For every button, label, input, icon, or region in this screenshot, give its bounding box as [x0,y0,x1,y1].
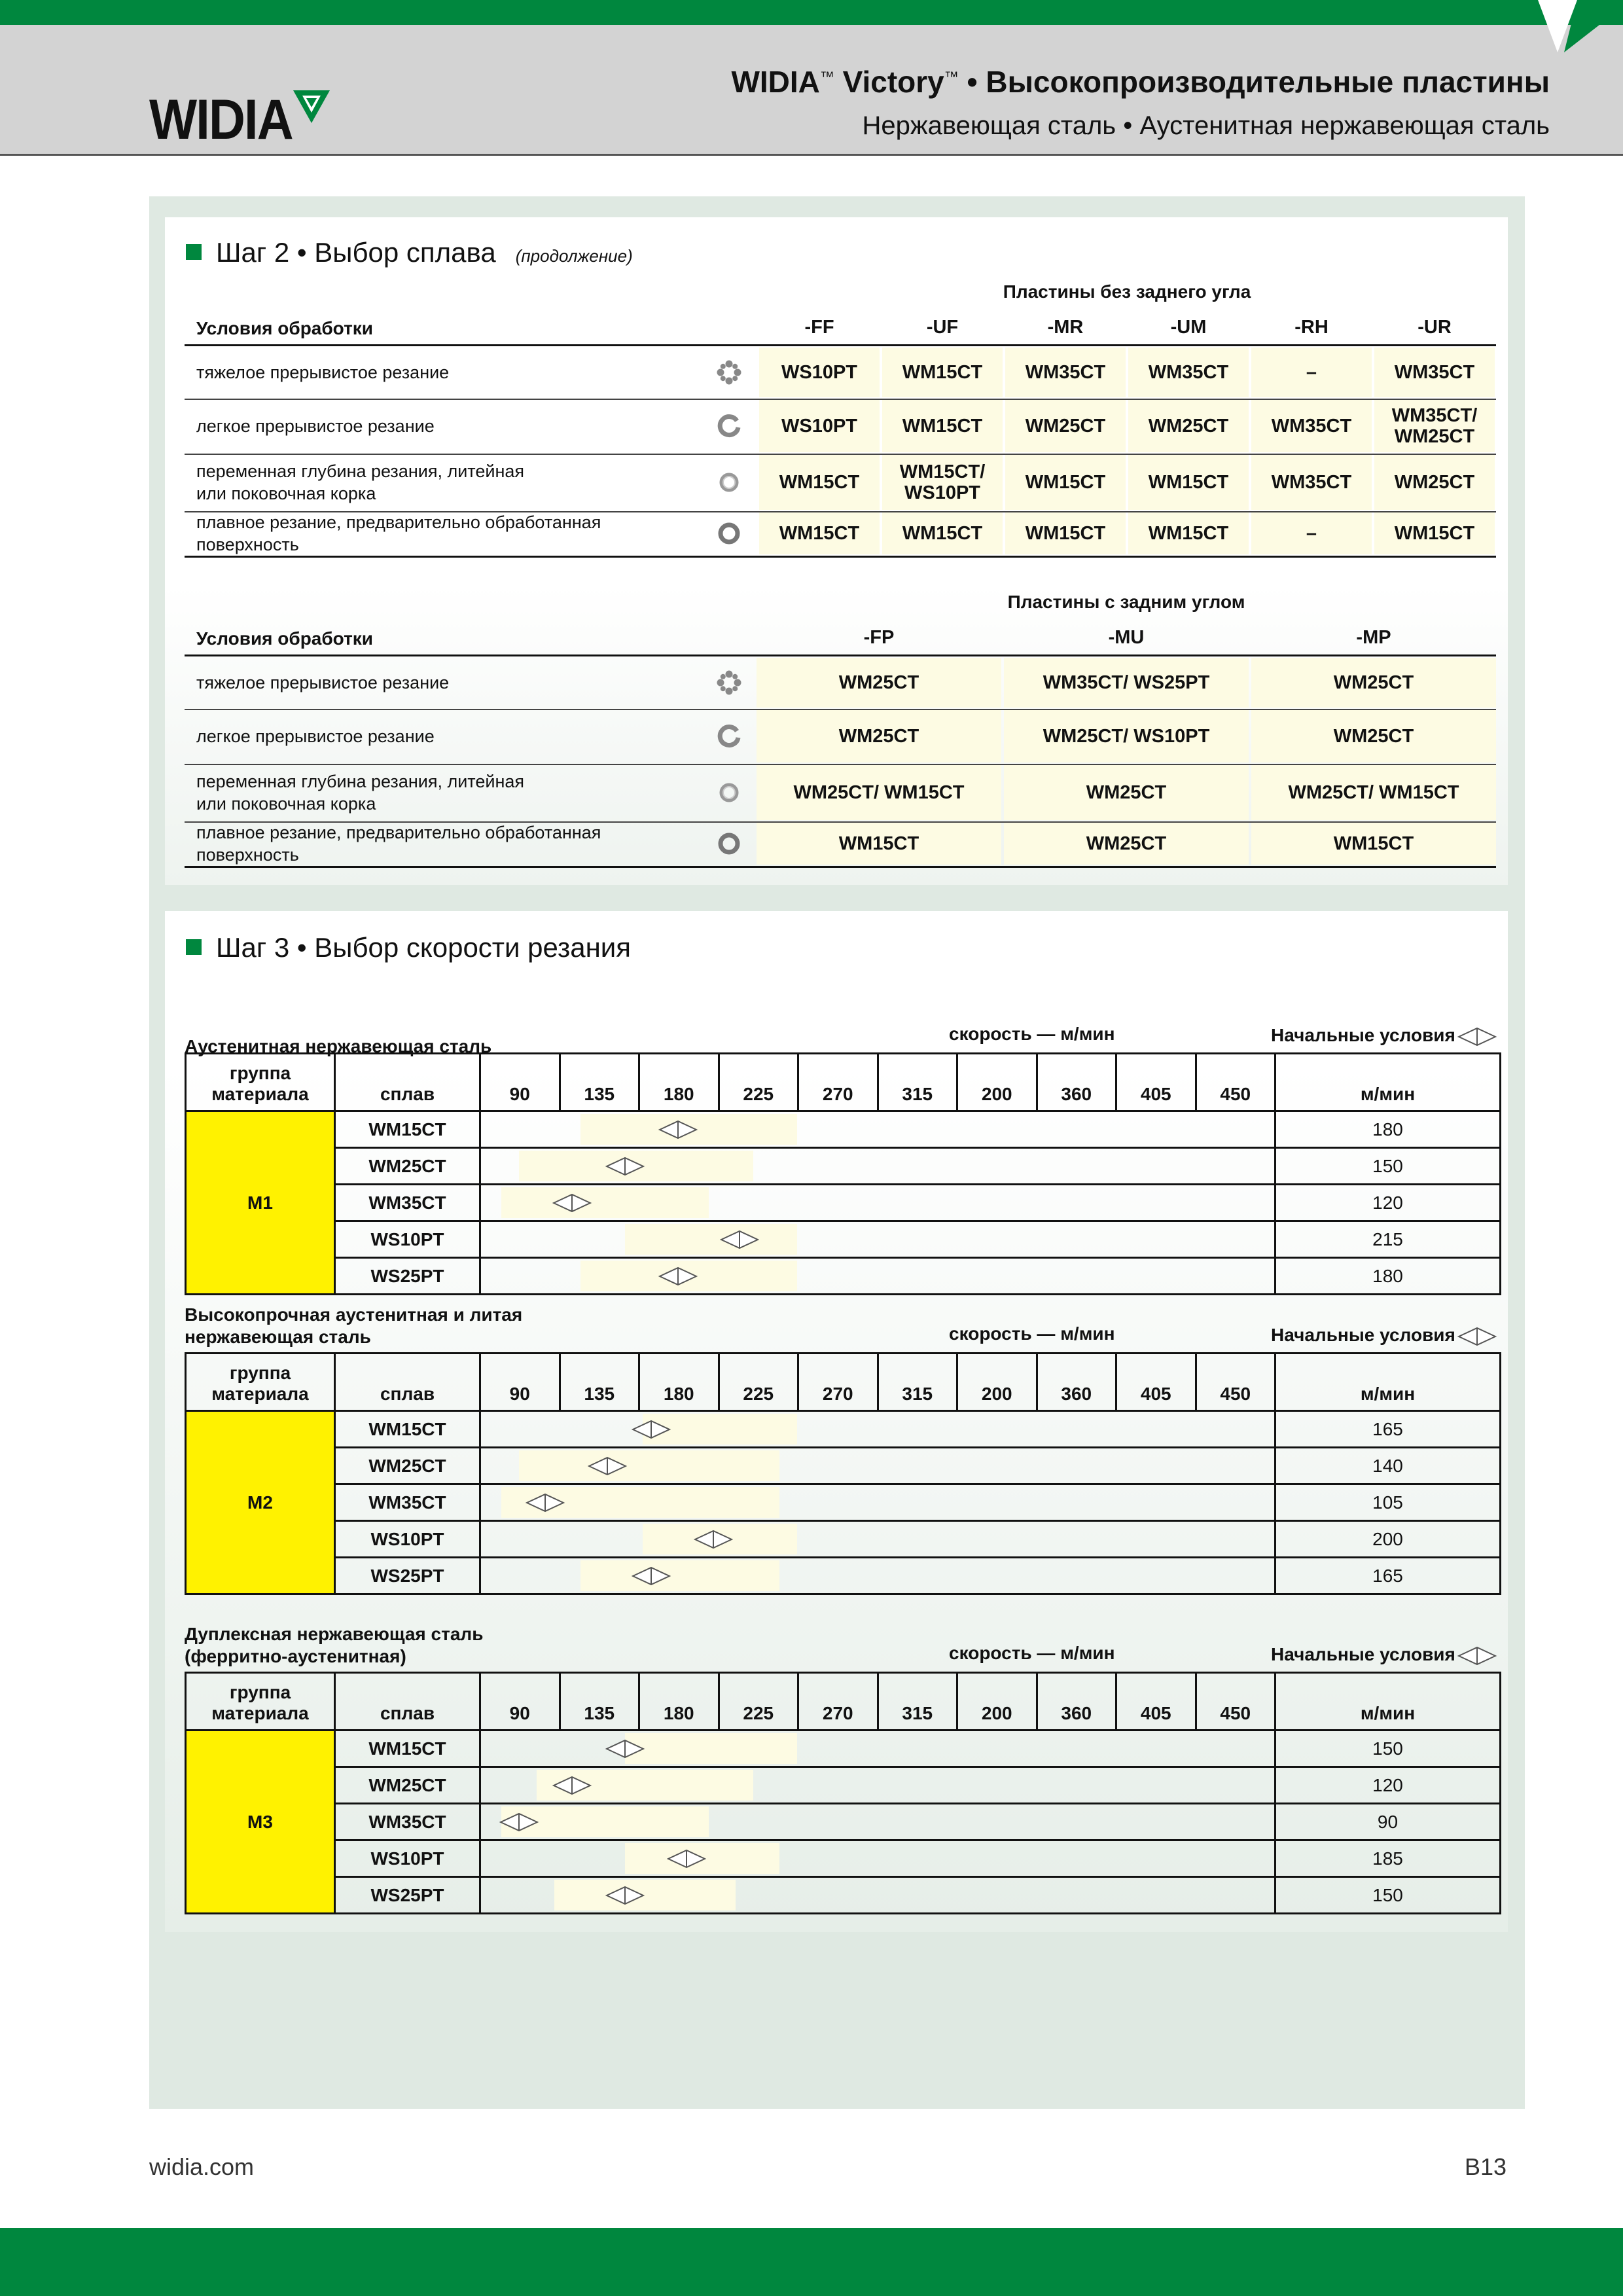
t1-group-header: Пластины без заднего угла [1003,281,1251,302]
smooth-cut-icon [715,519,743,548]
speed-header: 135 [560,1354,639,1411]
speed-range-bar [480,1221,1275,1258]
speed-section-title: Аустенитная нержавеющая сталь [185,1036,492,1056]
start-diamond-icon [605,1157,645,1176]
speed-header: 225 [719,1673,798,1731]
alloy-cell: WS25PT [335,1258,480,1295]
t1-alloy-cell: WM35CT [1251,400,1372,452]
speed-section-title: Дуплексная нержавеющая сталь (ферритно-аустенитная) [185,1624,484,1666]
t1-alloy-cell: – [1251,348,1372,397]
start-diamond-icon [552,1193,592,1213]
alloy-cell: WS10PT [335,1521,480,1558]
t1-col-header: -MR [1047,317,1084,338]
speed-header: 180 [639,1354,719,1411]
speed-header: 90 [480,1354,560,1411]
t2-alloy-cell: WM25CT [1251,658,1496,708]
heavy-interrupted-cut-icon [715,358,743,387]
t2-alloy-cell: WM15CT [1251,823,1496,865]
start-diamond-icon [667,1849,706,1869]
start-diamond-icon [499,1812,539,1832]
speed-header: 270 [798,1054,878,1111]
speed-range-bar [480,1484,1275,1521]
recommended-range-band [580,1560,779,1591]
start-speed-value: 165 [1275,1411,1501,1448]
light-interrupted-cut-icon [715,722,743,751]
alloy-header: сплав [335,1054,480,1111]
step2-title: Шаг 2 • Выбор сплава (продолжение) [186,237,633,268]
start-diamond-icon [526,1493,565,1513]
start-speed-value: 90 [1275,1804,1501,1840]
speed-range-bar [480,1185,1275,1221]
speed-range-bar [480,1111,1275,1148]
speed-header: 180 [639,1673,719,1731]
speed-header: 315 [878,1054,957,1111]
group-header: группа материала [186,1354,335,1411]
variable-depth-cut-icon [715,778,743,807]
top-green-bar [0,0,1623,25]
speed-header: 450 [1196,1354,1275,1411]
alloy-cell: WM25CT [335,1767,480,1804]
speed-unit-label: скорость — м/мин [949,1643,1115,1663]
header-subtitle: Нержавеющая сталь • Аустенитная нержавеющая сталь [862,111,1550,140]
alloy-cell: WM35CT [335,1484,480,1521]
t1-alloy-cell: WM15CT [882,348,1003,397]
alloy-cell: WM25CT [335,1148,480,1185]
t1-alloy-cell: WM15CT [882,400,1003,452]
t2-condition-label: переменная глубина резания, литейная или поковочная корка [196,772,524,814]
start-diamond-icon [694,1530,733,1549]
t1-alloy-cell: WM15CT [759,512,880,554]
page-number: B13 [1464,2153,1507,2180]
widia-triangle-logo-icon [292,88,338,127]
recommended-range-band [625,1224,797,1255]
t1-condition-label: тяжелое прерывистое резание [196,363,450,382]
speed-range-bar [480,1840,1275,1877]
bullet-square-icon [186,244,202,260]
t2-col-header: -FP [863,627,895,648]
t2-condition-label: плавное резание, предварительно обработанная поверхность [196,823,601,865]
speed-header: 200 [957,1354,1037,1411]
smooth-cut-icon [715,829,743,858]
t2-alloy-cell: WM25CT/ WS10PT [1004,710,1249,762]
t1-alloy-cell: WM15CT [1128,512,1249,554]
footer-url[interactable]: widia.com [149,2153,255,2180]
speed-header: 200 [957,1054,1037,1111]
start-conditions-label: Начальные условия [1271,1025,1497,1047]
t1-alloy-cell: WM15CT/ WS10PT [882,455,1003,510]
t1-row-rule [185,556,1496,558]
t2-condition-label: тяжелое прерывистое резание [196,673,450,692]
light-interrupted-cut-icon [715,412,743,440]
material-group-cell: M2 [186,1411,335,1594]
start-diamond-icon [658,1266,698,1286]
speed-header: 450 [1196,1054,1275,1111]
t1-alloy-cell: WM15CT [1128,455,1249,510]
t1-alloy-cell: WM35CT [1005,348,1126,397]
recommended-range-band [501,1187,709,1218]
t2-col-header: -MU [1108,627,1145,648]
recommended-range-band [519,1450,779,1481]
t2-condition-label: легкое прерывистое резание [196,726,435,746]
speed-header: 270 [798,1354,878,1411]
start-speed-value: 215 [1275,1221,1501,1258]
speed-header: 360 [1037,1354,1116,1411]
speed-header: 90 [480,1673,560,1731]
speed-header: 315 [878,1673,957,1731]
recommended-range-band [625,1733,797,1764]
t1-alloy-cell: WM15CT [1005,455,1126,510]
alloy-cell: WM25CT [335,1448,480,1484]
alloy-cell: WS25PT [335,1877,480,1914]
speed-range-bar [480,1767,1275,1804]
t1-alloy-cell: WM15CT [1374,512,1495,554]
start-speed-value: 120 [1275,1185,1501,1221]
start-speed-value: 180 [1275,1111,1501,1148]
speed-header: 200 [957,1673,1037,1731]
alloy-cell: WM35CT [335,1185,480,1221]
t1-col-header: -RH [1294,317,1329,338]
group-header: группа материала [186,1054,335,1111]
start-conditions-label: Начальные условия [1271,1644,1497,1666]
start-diamond-icon [552,1776,592,1795]
start-speed-value: 150 [1275,1148,1501,1185]
t2-header-rule [185,655,1496,656]
start-speed-value: 185 [1275,1840,1501,1877]
t1-alloy-cell: WM25CT [1128,400,1249,452]
start-diamond-icon [658,1120,698,1139]
t1-alloy-cell: WM35CT [1128,348,1249,397]
t1-condition-label: легкое прерывистое резание [196,416,435,436]
heavy-interrupted-cut-icon [715,668,743,697]
start-speed-value: 200 [1275,1521,1501,1558]
t1-condition-header: Условия обработки [196,318,374,338]
speed-range-bar [480,1258,1275,1295]
t2-alloy-cell: WM25CT [1251,710,1496,762]
speed-header: 225 [719,1054,798,1111]
alloy-cell: WS25PT [335,1558,480,1594]
speed-range-bar [480,1448,1275,1484]
t1-alloy-cell: WM15CT [882,512,1003,554]
speed-range-bar [480,1521,1275,1558]
alloy-cell: WM15CT [335,1731,480,1767]
corner-accent-icon [1479,0,1623,52]
speed-table [185,1672,1501,1914]
bottom-green-bar [0,2228,1623,2296]
widia-logo: WIDIA [149,84,308,162]
t2-row-rule [185,866,1496,868]
speed-header: 270 [798,1673,878,1731]
speed-range-bar [480,1558,1275,1594]
start-speed-value: 150 [1275,1877,1501,1914]
unit-header: м/мин [1275,1054,1501,1111]
start-diamond-icon [588,1456,627,1476]
t1-col-header: -FF [804,317,834,338]
t2-alloy-cell: WM15CT [757,823,1001,865]
alloy-cell: WM15CT [335,1111,480,1148]
unit-header: м/мин [1275,1354,1501,1411]
start-diamond-icon [632,1420,671,1439]
t2-alloy-cell: WM35CT/ WS25PT [1004,658,1249,708]
t2-group-header: Пластины с задним углом [1007,592,1245,612]
recommended-range-band [554,1880,736,1910]
alloy-header: сплав [335,1354,480,1411]
t1-alloy-cell: – [1251,512,1372,554]
speed-header: 405 [1116,1673,1196,1731]
start-diamond-icon [1457,1327,1497,1346]
speed-table [185,1352,1501,1595]
start-speed-value: 180 [1275,1258,1501,1295]
start-diamond-icon [1457,1646,1497,1666]
speed-header: 90 [480,1054,560,1111]
speed-range-bar [480,1731,1275,1767]
step3-title: Шаг 3 • Выбор скорости резания [186,932,631,963]
t1-condition-label: плавное резание, предварительно обработанная поверхность [196,512,601,554]
group-header: группа материала [186,1673,335,1731]
t2-col-header: -MP [1356,627,1391,648]
material-group-cell: M1 [186,1111,335,1295]
t2-alloy-cell: WM25CT [757,710,1001,762]
start-diamond-icon [605,1886,645,1905]
speed-header: 450 [1196,1673,1275,1731]
t1-alloy-cell: WM35CT [1251,455,1372,510]
speed-section-title: Высокопрочная аустенитная и литая нержавеющая сталь [185,1304,523,1347]
speed-unit-label: скорость — м/мин [949,1024,1115,1044]
start-speed-value: 150 [1275,1731,1501,1767]
start-speed-value: 140 [1275,1448,1501,1484]
t2-alloy-cell: WM25CT/ WM15CT [1251,765,1496,820]
alloy-cell: WM15CT [335,1411,480,1448]
speed-header: 405 [1116,1354,1196,1411]
t1-alloy-cell: WS10PT [759,348,880,397]
t1-alloy-cell: WM15CT [759,455,880,510]
t2-alloy-cell: WM25CT [1004,823,1249,865]
t1-alloy-cell: WM15CT [1005,512,1126,554]
alloy-cell: WM35CT [335,1804,480,1840]
start-diamond-icon [720,1230,759,1249]
alloy-header: сплав [335,1673,480,1731]
alloy-cell: WS10PT [335,1221,480,1258]
t2-condition-header: Условия обработки [196,628,374,649]
speed-header: 135 [560,1673,639,1731]
speed-range-bar [480,1148,1275,1185]
start-conditions-label: Начальные условия [1271,1325,1497,1346]
speed-header: 180 [639,1054,719,1111]
speed-header: 135 [560,1054,639,1111]
variable-depth-cut-icon [715,468,743,497]
start-diamond-icon [1457,1027,1497,1047]
t2-alloy-cell: WM25CT [757,658,1001,708]
speed-header: 360 [1037,1673,1116,1731]
start-diamond-icon [605,1739,645,1759]
t1-alloy-cell: WM35CT [1374,348,1495,397]
header-title: WIDIA™ Victory™ • Высокопроизводительные пластины [731,65,1550,99]
t1-alloy-cell: WM35CT/ WM25CT [1374,400,1495,452]
alloy-cell: WS10PT [335,1840,480,1877]
unit-header: м/мин [1275,1673,1501,1731]
start-speed-value: 165 [1275,1558,1501,1594]
start-diamond-icon [632,1566,671,1586]
t2-alloy-cell: WM25CT/ WM15CT [757,765,1001,820]
start-speed-value: 105 [1275,1484,1501,1521]
speed-range-bar [480,1804,1275,1840]
bullet-square-icon [186,939,202,955]
page-header [0,25,1623,156]
t1-col-header: -UM [1170,317,1207,338]
material-group-cell: M3 [186,1731,335,1914]
t1-col-header: -UF [926,317,959,338]
t1-alloy-cell: WM25CT [1374,455,1495,510]
t2-alloy-cell: WM25CT [1004,765,1249,820]
speed-header: 225 [719,1354,798,1411]
t1-alloy-cell: WS10PT [759,400,880,452]
speed-range-bar [480,1877,1275,1914]
speed-header: 360 [1037,1054,1116,1111]
t1-alloy-cell: WM25CT [1005,400,1126,452]
speed-unit-label: скорость — м/мин [949,1323,1115,1344]
t1-condition-label: переменная глубина резания, литейная или поковочная корка [196,461,524,503]
speed-header: 405 [1116,1054,1196,1111]
speed-header: 315 [878,1354,957,1411]
t1-header-rule [185,344,1496,346]
speed-range-bar [480,1411,1275,1448]
speed-table [185,1052,1501,1295]
t1-col-header: -UR [1418,317,1452,338]
start-speed-value: 120 [1275,1767,1501,1804]
